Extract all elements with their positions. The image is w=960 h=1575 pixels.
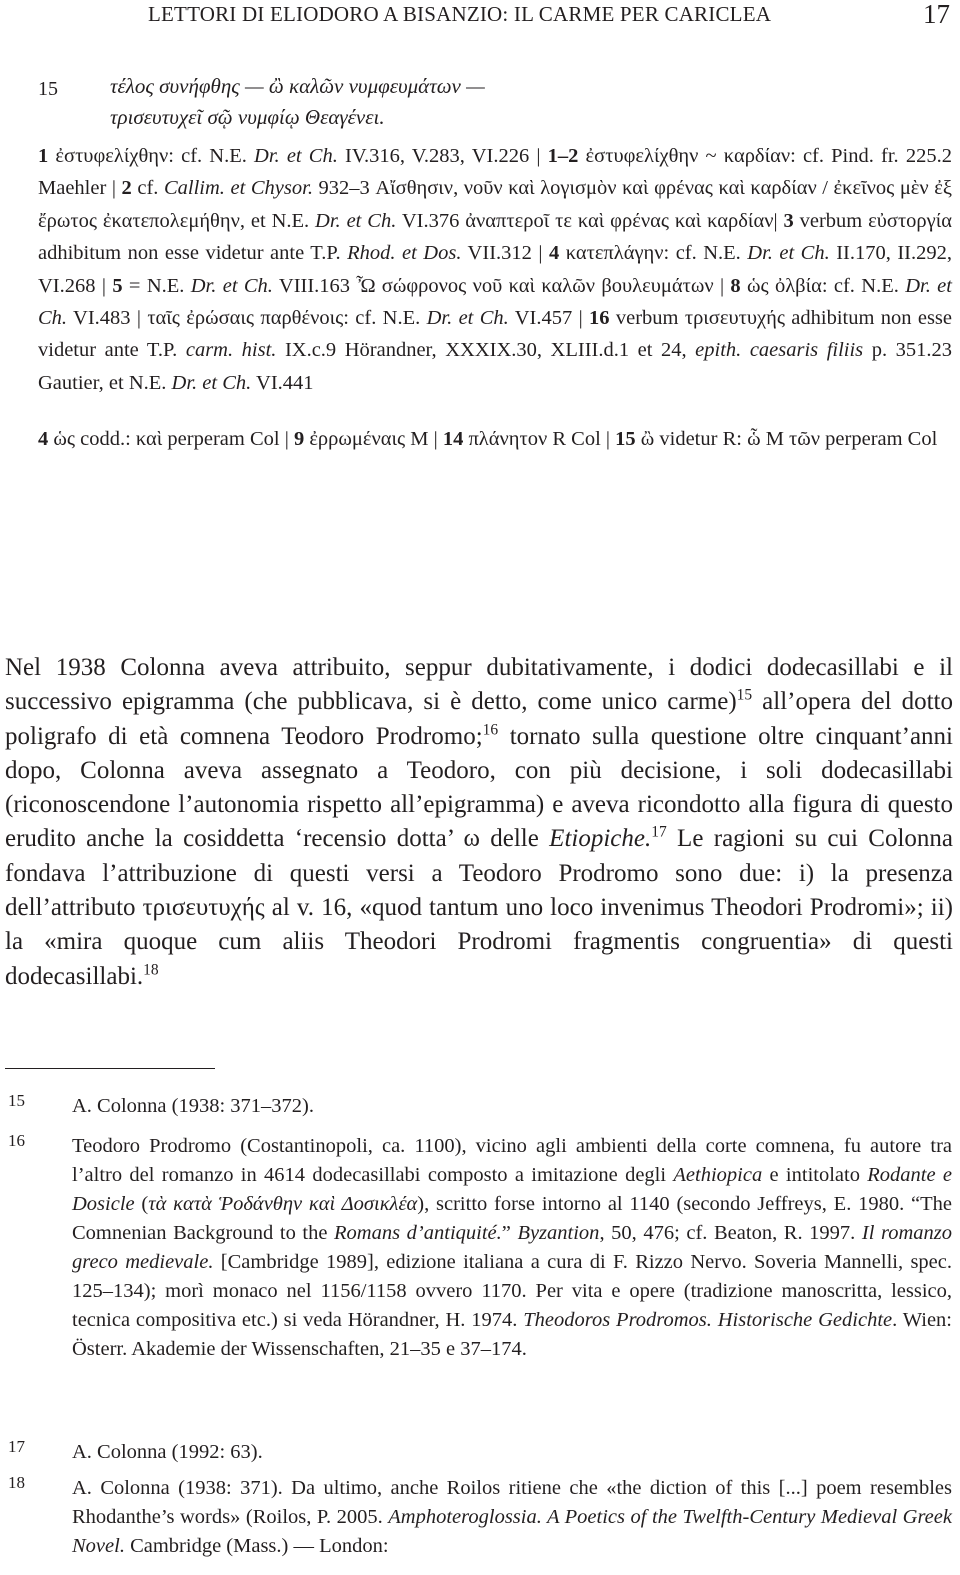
verse-line-number: 15 bbox=[38, 78, 58, 100]
running-header bbox=[148, 2, 956, 32]
footnote-ref-15[interactable]: 15 bbox=[736, 686, 753, 704]
footnote-text: A. Colonna (1938: 371). Da ultimo, anche Roilos ritiene che «the diction of this [...] poem resembles Rhodanthe’s words» (Roilos, P. 2005. Amphoteroglossia. A Poetics of the Twelfth-Century Medieval Greek Novel. Cambridge (Mass.) — London: bbox=[72, 1477, 952, 1557]
main-text bbox=[5, 651, 953, 994]
footnote-text: Teodoro Prodromo (Costantinopoli, ca. 1100), vicino agli ambienti della corte comnena, fu autore tra l’altro del romanzo in 4614 dodecasillabi composto a imitazione degli Aethiopica e intitolato Rodante e Dosicle (τὰ κατὰ Ῥοδάνθην καὶ Δοσικλέα), scritto forse intorno al 1140 (secondo Jeffreys, E. 1980. “The Comnenian Background to the Romans d’antiquité.” Byzantion, 50, 476; cf. Beaton, R. 1997. Il romanzo greco medievale. [Cambridge 1989], edizione italiana a cura di F. Rizzo Nervo. Soveria Mannelli, spec. 125–134); morì monaco nel 1156/1158 ovvero 1170. Per vita e opere (tradizione manoscritta, lessico, tecnica compositiva etc.) si veda Hörandner, H. 1974. Theodoros Prodromos. Historische Gedichte. Wien: Österr. Akademie der Wissenschaften, 21–35 e 37–174. bbox=[72, 1135, 952, 1360]
footnote-number: 16 bbox=[8, 1131, 25, 1150]
footnote-text: A. Colonna (1992: 63). bbox=[72, 1441, 263, 1463]
footnote-ref-16[interactable]: 16 bbox=[482, 721, 499, 739]
body-paragraph: Nel 1938 Colonna aveva attribuito, seppur dubitativamente, i dodici dodecasillabi e il successivo epigramma (che pubblicava, si è detto, come unico carme)$^{15}$ all’opera del dotto poligrafo di età comnena Teodoro Prodromo;$^{16}$ tornato sulla questione oltre cinquant’anni dopo, Colonna aveva assegnato a Teodoro, con più decisione, i soli dodecasillabi (riconoscendone l’autonomia rispetto all’epigramma) e aveva ricondotto alla figura di questo erudito anche la cosiddetta ‘recensio dotta’ ω delle Etiopiche.$^{17}$ Le ragioni su cui Colonna fondava l’attribuzione di questi versi a Teodoro Prodromo sono due: i) la presenza dell’attributo τρισευτυχής al v. 16, «quod tantum uno loco invenimus Theodori Prodromi»; ii) la «mira quoque cum aliis Theodori Prodromi fragmentis congruentia» di questi dodecasillabi.$^{18}$ bbox=[5, 654, 954, 990]
running-title: LETTORI DI ELIODORO A BISANZIO: IL CARME PER CARICLEA bbox=[148, 2, 772, 26]
verse-line-2: τρισευτυχεῖ σῷ νυμφίῳ Θεαγένει. bbox=[110, 105, 385, 129]
apparatus bbox=[38, 140, 952, 456]
verse-line-1: τέλος συνήφθης — ὢ καλῶν νυμφευμάτων — bbox=[110, 74, 485, 98]
footnote-number: 17 bbox=[8, 1437, 25, 1456]
footnote-ref-18[interactable]: 18 bbox=[143, 961, 159, 979]
footnote-text: A. Colonna (1938: 371–372). bbox=[72, 1095, 314, 1117]
apparatus-fontium: 1 ἐστυφελίχθην: cf. N.E. Dr. et Ch. IV.316, V.283, VI.226 | 1–2 ἐστυφελίχθην ~ καρδίαν: cf. Pind. fr. 225.2 Maehler | 2 cf. Callim. et Chysor. 932–3 Αἴσθησιν, νοῦν καὶ λογισμὸν καὶ φρένας καὶ καρδίαν / ἐκεῖνος μὲν ἐξ ἔρωτος ἐκατεπολεμήθην, et N.E. Dr. et Ch. VI.376 ἀναπτεροῖ τε καὶ φρένας καὶ καρδίαν| 3 verbum εὐστοργία adhibitum non esse videtur ante T.P. Rhod. et Dos. VII.312 | 4 κατεπλάγην: cf. N.E. Dr. et Ch. II.170, II.292, VI.268 | 5 = N.E. Dr. et Ch. VIII.163 Ὦ σώφρονος νοῦ καὶ καλῶν βουλευμάτων | 8 ὡς ὀλβία: cf. N.E. Dr. et Ch. VI.483 | ταῖς ἐρώσαις παρθένοις: cf. N.E. Dr. et Ch. VI.457 | 16 verbum τρισευτυχής adhibitum non esse videtur ante T.P. carm. hist. IX.c.9 Hörandner, XXXIX.30, XLIII.d.1 et 24, epith. caesaris filiis p. 351.23 Gautier, et N.E. Dr. et Ch. VI.441 bbox=[38, 145, 952, 394]
footnote-ref-17[interactable]: 17 bbox=[651, 824, 667, 842]
footnote-divider bbox=[5, 1068, 215, 1069]
apparatus-criticus: 4 ὡς codd.: καὶ perperam Col | 9 ἐρρωμέναις M | 14 πλάνητον R Col | 15 ὢ videtur R: ὧ M τῶν perperam Col bbox=[38, 428, 938, 451]
footnote-number: 15 bbox=[8, 1091, 25, 1110]
footnote-number: 18 bbox=[8, 1473, 25, 1492]
page-number: 17 bbox=[923, 0, 950, 29]
